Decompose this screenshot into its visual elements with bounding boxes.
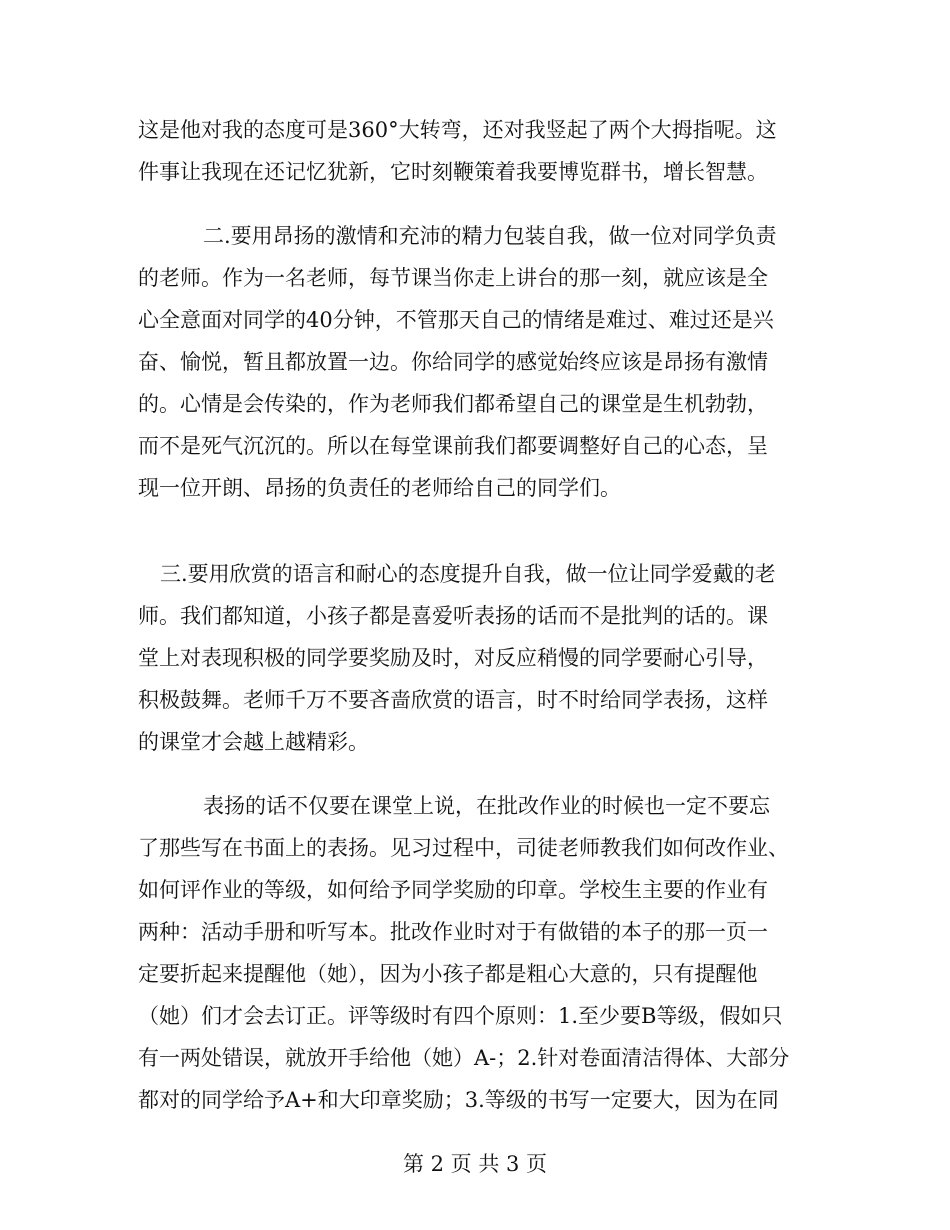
body-text-line: 有一两处错误，就放开手给他（她）A-；2.针对卷面清洁得体、大部分 xyxy=(138,1046,790,1070)
body-text-line: 件事让我现在还记忆犹新，它时刻鞭策着我要博览群书，增长智慧。 xyxy=(138,160,768,184)
body-text-line: 奋、愉悦，暂且都放置一边。你给同学的感觉始终应该是昂扬有激情 xyxy=(138,350,768,374)
body-text-line: 三.要用欣赏的语言和耐心的态度提升自我，做一位让同学爱戴的老 xyxy=(160,562,776,586)
page-number-footer: 第 2 页 共 3 页 xyxy=(402,1152,548,1176)
body-text-line: 的课堂才会越上越精彩。 xyxy=(138,730,369,754)
body-text-line: 积极鼓舞。老师千万不要吝啬欣赏的语言，时不时给同学表扬，这样 xyxy=(138,688,768,712)
body-text-line: 现一位开朗、昂扬的负责任的老师给自己的同学们。 xyxy=(138,476,621,500)
body-text-line: 二.要用昂扬的激情和充沛的精力包装自我，做一位对同学负责 xyxy=(203,224,777,248)
body-text-line: 如何评作业的等级，如何给予同学奖励的印章。学校生主要的作业有 xyxy=(138,878,768,902)
body-text-line: 堂上对表现积极的同学要奖励及时，对反应稍慢的同学要耐心引导， xyxy=(138,646,768,670)
body-text-line: 的。心情是会传染的，作为老师我们都希望自己的课堂是生机勃勃， xyxy=(138,392,768,416)
body-text-line: 的老师。作为一名老师，每节课当你走上讲台的那一刻，就应该是全 xyxy=(138,266,768,290)
body-text-line: 而不是死气沉沉的。所以在每堂课前我们都要调整好自己的心态，呈 xyxy=(138,434,768,458)
body-text-line: 了那些写在书面上的表扬。见习过程中，司徒老师教我们如何改作业、 xyxy=(138,836,789,860)
body-text-line: 两种：活动手册和听写本。批改作业时对于有做错的本子的那一页一 xyxy=(138,920,768,944)
body-text-line: （她）们才会去订正。评等级时有四个原则：1.至少要B等级，假如只 xyxy=(138,1004,783,1028)
body-text-line: 都对的同学给予A+和大印章奖励；3.等级的书写一定要大，因为在同 xyxy=(138,1088,779,1112)
body-text-line: 师。我们都知道，小孩子都是喜爱听表扬的话而不是批判的话的。课 xyxy=(138,604,768,628)
body-text-line: 表扬的话不仅要在课堂上说，在批改作业的时候也一定不要忘 xyxy=(203,794,770,818)
body-text-line: 这是他对我的态度可是360°大转弯，还对我竖起了两个大拇指呢。这 xyxy=(138,118,777,142)
body-text-line: 心全意面对同学的40分钟，不管那天自己的情绪是难过、难过还是兴 xyxy=(138,308,774,332)
body-text-line: 定要折起来提醒他（她），因为小孩子都是粗心大意的，只有提醒他 xyxy=(138,962,758,986)
